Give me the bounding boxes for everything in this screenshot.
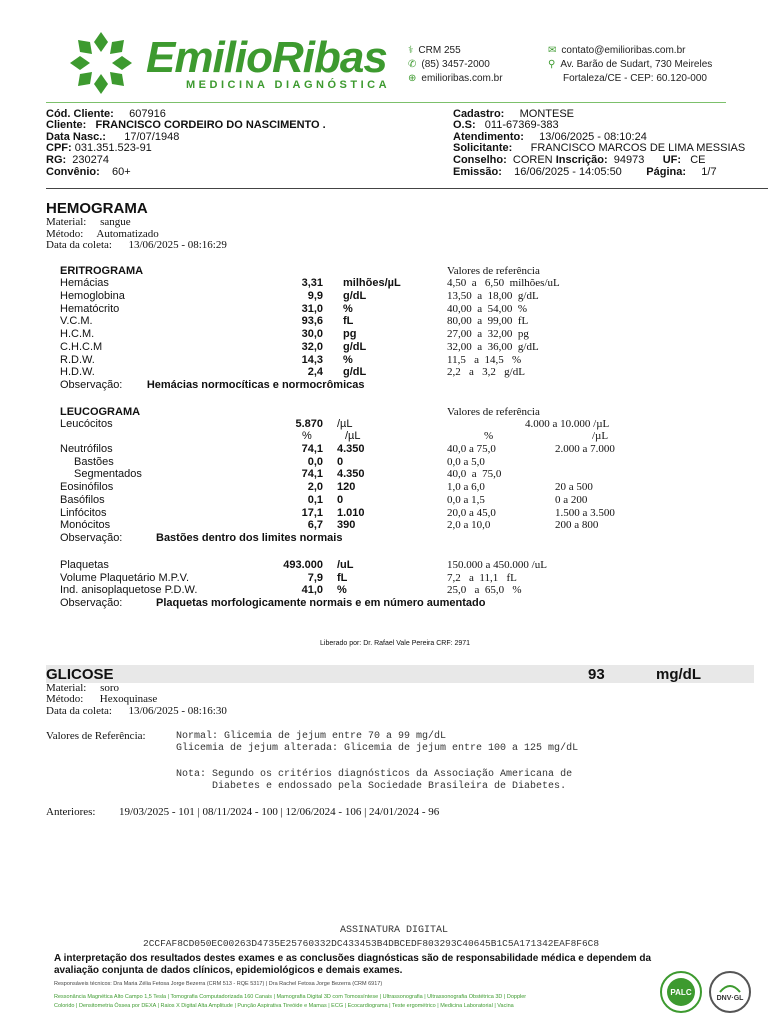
glicose-ref-label: Valores de Referência: xyxy=(46,730,146,742)
leuco-row-ref-abs: 1.500 a 3.500 xyxy=(555,506,615,519)
palc-seal-icon xyxy=(659,970,703,1014)
leuco-ref-col-abs: /µL xyxy=(592,430,609,442)
leuco-row-name: Neutrófilos xyxy=(60,443,113,455)
leuco-row-ref-abs: 2.000 a 7.000 xyxy=(555,443,615,455)
glicose-value: 93 xyxy=(588,666,605,683)
anteriores-label: Anteriores: xyxy=(46,806,96,818)
plaq-row-unit: % xyxy=(337,584,347,596)
eritro-row-name: Hemoglobina xyxy=(60,289,125,302)
plaq-row-name: Plaquetas xyxy=(60,559,109,571)
patient-convenio: Convênio: 60+ xyxy=(46,166,131,178)
eritro-row-value: 2,4 xyxy=(307,366,323,379)
plaq-row-ref: 7,2 a 11,1 fL xyxy=(447,571,517,584)
glicose-title: GLICOSE xyxy=(46,666,114,683)
eritro-row-unit: milhões/µL xyxy=(343,277,401,289)
leuco-row-pct: 17,1 xyxy=(301,506,323,519)
eritro-row-unit: g/dL xyxy=(343,289,367,302)
phone-contact: ✆ (85) 3457-2000 xyxy=(408,59,490,70)
eritro-row-unit: fL xyxy=(343,315,354,328)
leuco-row-name: Eosinófilos xyxy=(60,481,114,494)
eritro-row-ref: 80,00 a 99,00 fL xyxy=(447,315,529,328)
eritrograma-title: ERITROGRAMA xyxy=(60,265,144,277)
leucocitos-label: Leucócitos xyxy=(60,418,113,430)
glicose-ref-line-2: Glicemia de jejum alterada: Glicemia de jejum entre 100 a 125 mg/dL xyxy=(176,743,579,754)
hemograma-metodo: Método: Automatizado xyxy=(46,228,159,240)
plaq-row-value: 41,0 xyxy=(301,584,323,596)
leuco-row-abs: 4.350 xyxy=(337,468,365,481)
leuco-row-ref-abs: 0 a 200 xyxy=(555,493,588,506)
leucocitos-value: 5.870 xyxy=(295,418,323,430)
eritro-row-value: 31,0 xyxy=(301,302,323,315)
plaq-row-value: 7,9 xyxy=(307,571,323,584)
leucocitos-unit: /µL xyxy=(337,418,353,430)
leuco-row-name: Segmentados xyxy=(74,468,142,481)
leuco-row-ref-abs: 20 a 500 xyxy=(555,481,593,494)
glicose-nota-line-2: Diabetes e endossado pela Sociedade Brasileira de Diabetes. xyxy=(176,781,567,792)
patient-cpf: CPF: 031.351.523-91 xyxy=(46,142,152,154)
crm-contact: ⚕ CRM 255 xyxy=(408,45,461,56)
email-contact[interactable]: ✉ contato@emilioribas.com.br xyxy=(548,45,686,56)
eritro-row-unit: g/dL xyxy=(343,340,367,353)
brand-subtitle: MEDICINA DIAGNÓSTICA xyxy=(186,79,391,91)
emissao: Emissão: 16/06/2025 - 14:05:50 Página: 1/7 xyxy=(453,166,717,178)
plaquetas-obs: Observação: Plaquetas morfologicamente normais e em número aumentado xyxy=(60,597,486,609)
eritro-row-unit: g/dL xyxy=(343,366,367,379)
eritro-row-value: 9,9 xyxy=(307,289,323,302)
leucograma-obs: Observação: Bastões dentro dos limites normais xyxy=(60,532,343,544)
leuco-row-ref-pct: 1,0 a 6,0 xyxy=(447,481,485,494)
eritro-row-unit: % xyxy=(343,302,353,315)
atendimento: Atendimento: 13/06/2025 - 08:10:24 xyxy=(453,131,647,143)
caduceus-icon: ⚕ xyxy=(408,45,414,56)
leuco-row-ref-pct: 40,0 a 75,0 xyxy=(447,468,502,481)
glicose-unit: mg/dL xyxy=(656,666,701,683)
leuco-row-pct: 0,1 xyxy=(307,493,323,506)
services-line-2: Colorido | Densitometria Óssea por DEXA | Raios X Digital Alta Amplitude | Punção Aspirativa Tireóide e Mamas | ECG | Ecocardiograma | Teste ergométrico | Medicina Laboratorial | Vacina xyxy=(54,1003,514,1009)
leuco-row-pct: 0,0 xyxy=(307,455,323,468)
eritro-row-name: Hematócrito xyxy=(60,302,120,315)
leuco-col-abs: /µL xyxy=(345,430,361,442)
disclaimer-line-1: A interpretação dos resultados destes exames e as conclusões diagnósticas são de responsabilidade médica e dependem da xyxy=(54,953,652,964)
leuco-row-name: Monócitos xyxy=(60,519,111,532)
eritro-row-value: 30,0 xyxy=(301,328,323,340)
assinatura-hash: 2CCFAF8CD050EC00263D4735E25760332DC433453B4DBCEDF803293C40645B1C5A171342EAF8F6C8 xyxy=(143,938,600,949)
plaq-row-name: Ind. anisoplaquetose P.D.W. xyxy=(60,584,198,596)
eritro-row-ref: 11,5 a 14,5 % xyxy=(447,353,522,366)
leuco-row-ref-pct: 2,0 a 10,0 xyxy=(447,519,491,532)
location-pin-icon: ⚲ xyxy=(548,59,556,70)
assinatura-label: ASSINATURA DIGITAL xyxy=(340,925,449,936)
plaq-row-unit: fL xyxy=(337,571,348,584)
order-number: O.S: 011-67369-383 xyxy=(453,119,559,131)
glicose-metodo: Método: Hexoquinase xyxy=(46,693,158,705)
leuco-row-pct: 74,1 xyxy=(301,468,323,481)
eritro-row-name: V.C.M. xyxy=(60,315,93,328)
conselho: Conselho: COREN Inscrição: 94973 UF: CE xyxy=(453,154,706,166)
eritro-row-unit: % xyxy=(343,353,353,366)
eritro-row-ref: 40,00 a 54,00 % xyxy=(447,302,528,315)
plaq-row-ref: 150.000 a 450.000 /uL xyxy=(447,559,547,571)
patient-rg: RG: 230274 xyxy=(46,154,110,166)
disclaimer-line-2: avaliação conjunta de dados clínicos, epidemiológicos e demais exames. xyxy=(54,965,403,976)
phone-icon: ✆ xyxy=(408,59,417,70)
leuco-row-ref-pct: 0,0 a 5,0 xyxy=(447,455,485,468)
eritro-row-name: H.D.W. xyxy=(60,366,95,379)
leuco-row-abs: 0 xyxy=(337,455,344,468)
leuco-col-pct: % xyxy=(302,430,312,442)
patient-name: Cliente: FRANCISCO CORDEIRO DO NASCIMENTO . xyxy=(46,119,326,131)
hemograma-material: Material: sangue xyxy=(46,216,131,228)
eritro-row-name: R.D.W. xyxy=(60,353,95,366)
address-contact: ⚲ Av. Barão de Sudart, 730 Meireles xyxy=(548,59,713,70)
plaq-row-unit: /uL xyxy=(337,559,354,571)
eritro-row-ref: 13,50 a 18,00 g/dL xyxy=(447,289,539,302)
plaq-row-ref: 25,0 a 65,0 % xyxy=(447,584,522,596)
leuco-row-pct: 74,1 xyxy=(301,443,323,455)
leuco-row-abs: 0 xyxy=(337,493,344,506)
leuco-row-abs: 4.350 xyxy=(337,443,365,455)
leuco-row-abs: 1.010 xyxy=(337,506,365,519)
eritro-row-unit: pg xyxy=(343,328,357,340)
glicose-nota-line-1: Nota: Segundo os critérios diagnósticos da Associação Americana de xyxy=(176,769,573,780)
glicose-ref-line-1: Normal: Glicemia de jejum entre 70 a 99 mg/dL xyxy=(176,731,447,742)
hemograma-coleta: Data da coleta: 13/06/2025 - 08:16:29 xyxy=(46,239,227,251)
eritro-row-value: 14,3 xyxy=(301,353,323,366)
plaq-row-name: Volume Plaquetário M.P.V. xyxy=(60,571,190,584)
leuco-row-ref-pct: 40,0 a 75,0 xyxy=(447,443,496,455)
leuco-row-name: Basófilos xyxy=(60,493,105,506)
globe-icon: ⊕ xyxy=(408,73,417,84)
services-line-1: Ressonância Magnética Alto Campo 1,5 Tesla | Tomografia Computadorizada 160 Canais | Mamografia Digital 3D com Tomossíntese | Ultrassonografia | Ultrassonografia Obstétrica 3D | Doppler xyxy=(54,994,527,1000)
leucograma-ref-header: Valores de referência xyxy=(447,406,540,418)
eritro-row-ref: 4,50 a 6,50 milhões/uL xyxy=(447,277,560,289)
dnv-seal-label: DNV·GL xyxy=(716,995,744,1002)
eritro-row-ref: 27,00 a 32,00 pg xyxy=(447,328,529,340)
anteriores-values: 19/03/2025 - 101 | 08/11/2024 - 100 | 12/06/2024 - 106 | 24/01/2024 - 96 xyxy=(119,806,440,818)
leucocitos-ref: 4.000 a 10.000 /µL xyxy=(525,418,610,430)
eritro-row-name: H.C.M. xyxy=(60,328,95,340)
patient-cod: Cód. Cliente: 607916 xyxy=(46,108,166,120)
glicose-header-bar xyxy=(46,665,754,683)
leuco-row-ref-abs: 200 a 800 xyxy=(555,519,599,532)
mail-icon: ✉ xyxy=(548,45,557,56)
leuco-row-abs: 120 xyxy=(337,481,356,494)
eritro-row-value: 32,0 xyxy=(301,340,323,353)
dnv-seal-icon xyxy=(708,970,752,1014)
leuco-row-ref-pct: 0,0 a 1,5 xyxy=(447,493,485,506)
solicitante: Solicitante: FRANCISCO MARCOS DE LIMA MESSIAS xyxy=(453,142,746,154)
glicose-coleta: Data da coleta: 13/06/2025 - 08:16:30 xyxy=(46,705,227,717)
leuco-row-name: Linfócitos xyxy=(60,506,107,519)
plaq-row-value: 493.000 xyxy=(283,559,323,571)
eritro-row-name: C.H.C.M xyxy=(60,340,103,353)
patient-divider xyxy=(46,188,768,189)
eritro-row-ref: 2,2 a 3,2 g/dL xyxy=(447,366,525,379)
leuco-ref-col-pct: % xyxy=(484,430,494,442)
hemograma-title: HEMOGRAMA xyxy=(46,200,148,217)
leuco-row-pct: 6,7 xyxy=(307,519,323,532)
eritro-row-ref: 32,00 a 36,00 g/dL xyxy=(447,340,539,353)
eritrograma-ref-header: Valores de referência xyxy=(447,265,540,277)
header-divider xyxy=(46,102,726,103)
liberado-por: Liberado por: Dr. Rafael Vale Pereira CRF: 2971 xyxy=(320,640,471,647)
eritro-row-value: 93,6 xyxy=(301,315,323,328)
eritro-row-value: 3,31 xyxy=(301,277,323,289)
palc-seal-label: PALC xyxy=(670,988,692,997)
cadastro: Cadastro: MONTESE xyxy=(453,108,575,120)
leuco-row-pct: 2,0 xyxy=(307,481,323,494)
eritrograma-obs: Observação: Hemácias normocíticas e normocrômicas xyxy=(60,379,365,391)
leuco-row-name: Bastões xyxy=(74,455,114,468)
glicose-material: Material: soro xyxy=(46,682,120,694)
eritro-row-name: Hemácias xyxy=(60,277,109,289)
patient-birthdate: Data Nasc.: 17/07/1948 xyxy=(46,131,180,143)
address-line2: Fortaleza/CE - CEP: 60.120-000 xyxy=(563,73,707,84)
brand-logo-icon xyxy=(66,28,136,98)
website-contact[interactable]: ⊕ emilioribas.com.br xyxy=(408,73,503,84)
brand-name: EmilioRibas xyxy=(146,33,387,82)
leuco-row-ref-pct: 20,0 a 45,0 xyxy=(447,506,496,519)
leuco-row-abs: 390 xyxy=(337,519,356,532)
leucograma-title: LEUCOGRAMA xyxy=(60,406,141,418)
responsaveis-tecnicos: Responsáveis técnicos: Dra Maria Zélia Fetosa Jorge Bezerra (CRM 513 - RQE 5317) | Dra Rachel Fetosa Jorge Bezerra (CRM 6917) xyxy=(54,981,383,987)
